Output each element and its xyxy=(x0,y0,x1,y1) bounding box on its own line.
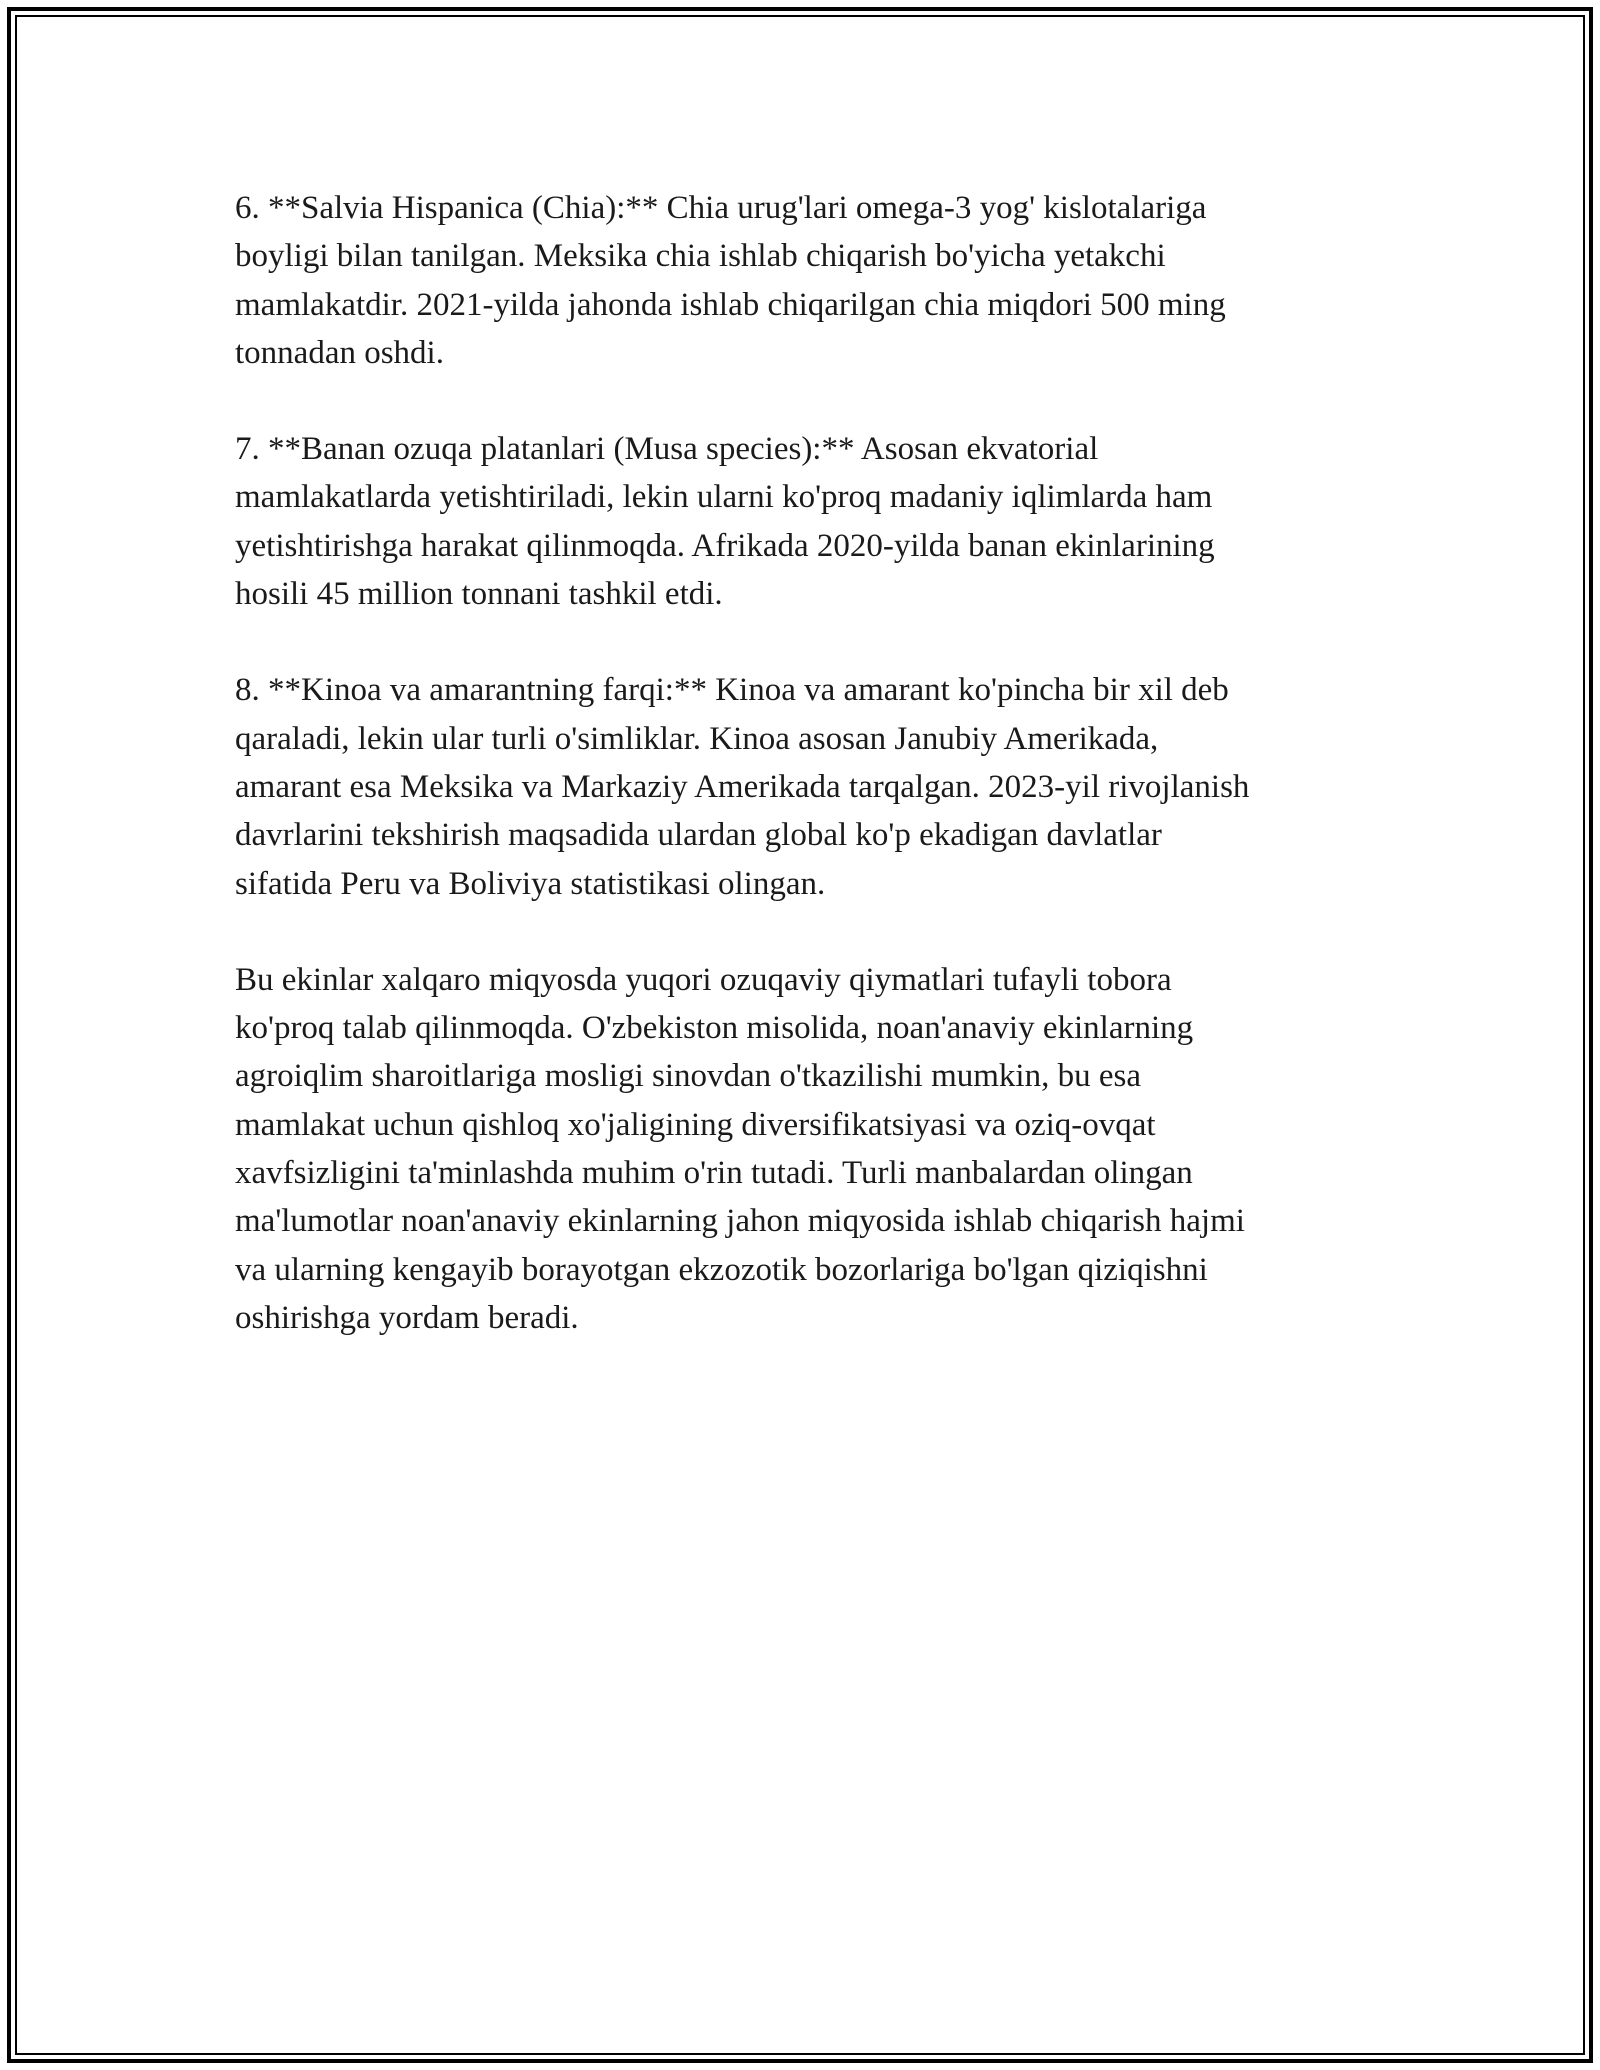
paragraph-summary: Bu ekinlar xalqaro miqyosda yuqori ozuqaviy qiymatlari tufayli tobora ko'proq talab qilinmoqda. O'zbekiston misolida, noan'anaviy ekinlarning agroiqlim sharoitlariga mosligi sinovdan o'tkazilishi mumkin, bu esa mamlakat uchun qishloq xo'jaligining diversifikatsiyasi va oziq-ovqat xavfsizligini ta'minlashda muhim o'rin tutadi. Turli manbalardan olingan ma'lumotlar noan'anaviy ekinlarning jahon miqyosida ishlab chiqarish hajmi va ularning kengayib borayotgan ekzozotik bozorlariga bo'lgan qiziqishni oshirishga yordam beradi. xyxy=(235,961,1245,1336)
document-body xyxy=(235,184,1375,1390)
paragraph-chia: 6. **Salvia Hispanica (Chia):** Chia urug'lari omega-3 yog' kislotalariga boyligi bilan tanilgan. Meksika chia ishlab chiqarish bo'yicha yetakchi mamlakatdir. 2021-yilda jahonda ishlab chiqarilgan chia miqdori 500 ming tonnadan oshdi. xyxy=(235,190,1226,371)
paragraph-banana: 7. **Banan ozuqa platanlari (Musa species):** Asosan ekvatorial mamlakatlarda yetishtiriladi, lekin ularni ko'proq madaniy iqlimlarda ham yetishtirishga harakat qilinmoqda. Afrikada 2020-yilda banan ekinlarining hosili 45 million tonnani tashkil etdi. xyxy=(235,431,1215,613)
paragraph-quinoa-amaranth: 8. **Kinoa va amarantning farqi:** Kinoa va amarant ko'pincha bir xil deb qaraladi, lekin ular turli o'simliklar. Kinoa asosan Janubiy Amerikada, amarant esa Meksika va Markaziy Amerikada tarqalgan. 2023-yil rivojlanish davrlarini tekshirish maqsadida ulardan global ko'p ekadigan davlatlar sifatida Peru va Boliviya statistikasi olingan. xyxy=(235,672,1250,902)
